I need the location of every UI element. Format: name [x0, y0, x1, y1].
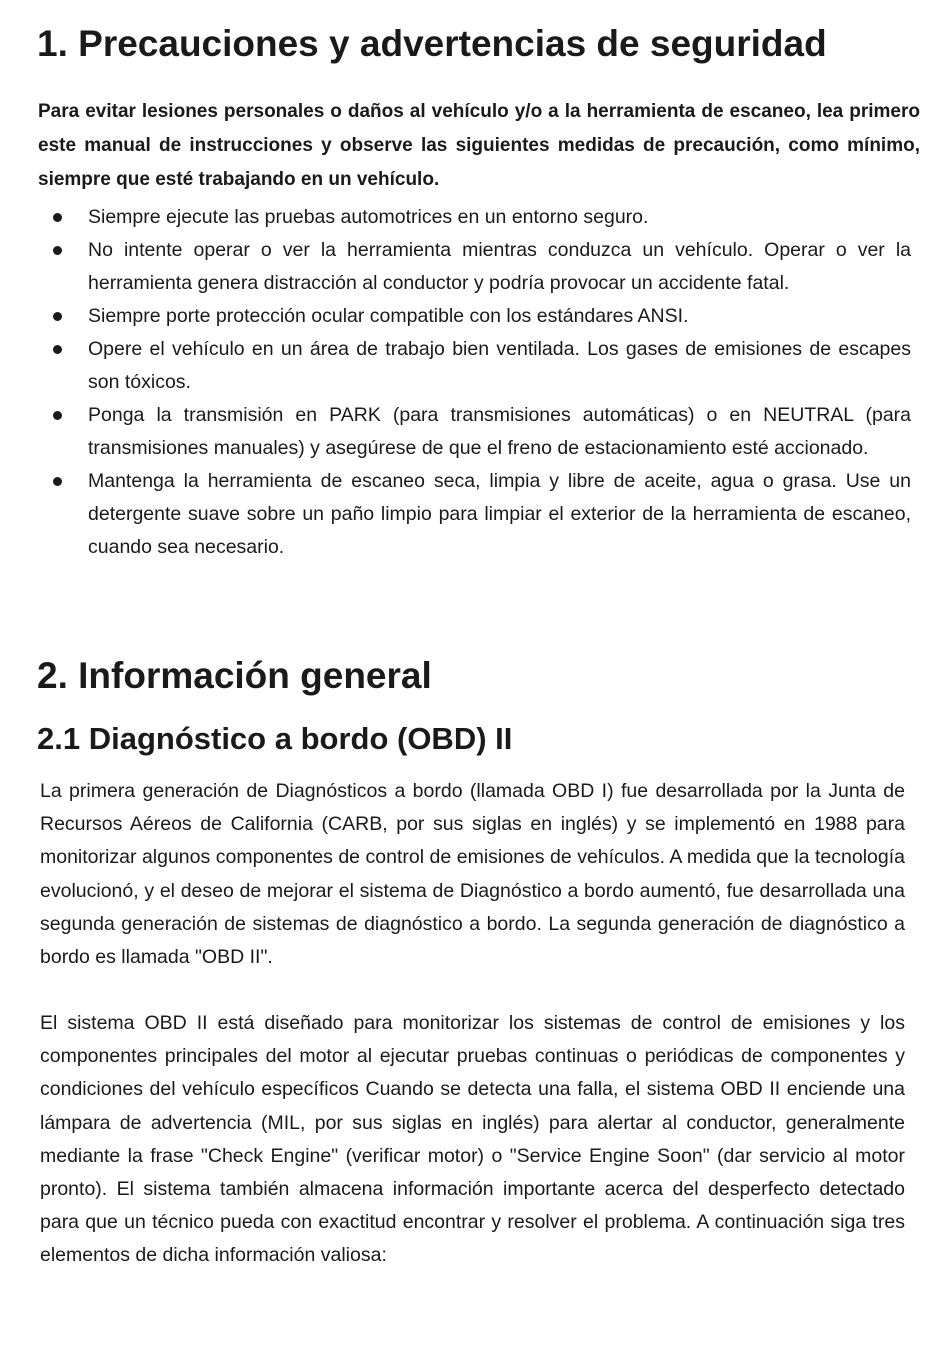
bullet-icon: [53, 411, 62, 420]
list-item: [38, 465, 911, 564]
bullet-icon: [53, 246, 62, 255]
section-2-title: 2. Información general: [37, 655, 432, 696]
list-item: [38, 399, 911, 465]
list-item: [38, 333, 911, 399]
bullet-text: No intente operar o ver la herramienta mientras conduzca un vehículo. Operar o ver la herramienta genera distracción al conductor y podría provocar un accidente fatal.: [88, 239, 911, 294]
bullet-icon: [53, 312, 62, 321]
list-item: [38, 300, 911, 333]
list-item: [38, 234, 911, 300]
bullet-icon: [53, 345, 62, 354]
list-item: [38, 201, 911, 234]
bullet-icon: [53, 477, 62, 486]
obd-history-paragraph: La primera generación de Diagnósticos a bordo (llamada OBD I) fue desarrollada por la Junta de Recursos Aéreos de California (CARB, por sus siglas en inglés) y se implementó en 1988 para monitorizar algunos componentes de control de emisiones de vehículos. A medida que la tecnología evolucionó, y el deseo de mejorar el sistema de Diagnóstico a bordo aumentó, fue desarrollada una segunda generación de sistemas de diagnóstico a bordo. La segunda generación de diagnóstico a bordo es llamada "OBD II".: [40, 780, 905, 969]
safety-intro-paragraph: Para evitar lesiones personales o daños al vehículo y/o a la herramienta de escaneo, lea primero este manual de instrucciones y observe las siguientes medidas de precaución, como mínimo, siempre que esté trabajando en un vehículo.: [38, 101, 920, 190]
bullet-text: Mantenga la herramienta de escaneo seca, limpia y libre de aceite, agua o grasa. Use un detergente suave sobre un paño limpio para limpiar el exterior de la herramienta de escaneo, cuando sea necesario.: [88, 470, 911, 558]
section-1-title: 1. Precauciones y advertencias de seguridad: [37, 23, 827, 64]
subsection-2-1-title: 2.1 Diagnóstico a bordo (OBD) II: [37, 721, 513, 756]
bullet-text: Opere el vehículo en un área de trabajo bien ventilada. Los gases de emisiones de escapes son tóxicos.: [88, 338, 911, 393]
bullet-text: Ponga la transmisión en PARK (para transmisiones automáticas) o en NEUTRAL (para transmisiones manuales) y asegúrese de que el freno de estacionamiento esté accionado.: [88, 404, 911, 459]
obd-system-paragraph: El sistema OBD II está diseñado para monitorizar los sistemas de control de emisiones y los componentes principales del motor al ejecutar pruebas continuas o periódicas de componentes y condiciones del vehículo específicos Cuando se detecta una falla, el sistema OBD II enciende una lámpara de advertencia (MIL, por sus siglas en inglés) para alertar al conductor, generalmente mediante la frase "Check Engine" (verificar motor) o "Service Engine Soon" (dar servicio al motor pronto). El sistema también almacena información importante acerca del desperfecto detectado para que un técnico pueda con exactitud encontrar y resolver el problema. A continuación siga tres elementos de dicha información valiosa:: [40, 1012, 905, 1267]
bullet-text: Siempre porte protección ocular compatible con los estándares ANSI.: [88, 305, 689, 327]
bullet-icon: [53, 213, 62, 222]
bullet-text: Siempre ejecute las pruebas automotrices en un entorno seguro.: [88, 206, 649, 228]
safety-precautions-list: [38, 201, 911, 564]
